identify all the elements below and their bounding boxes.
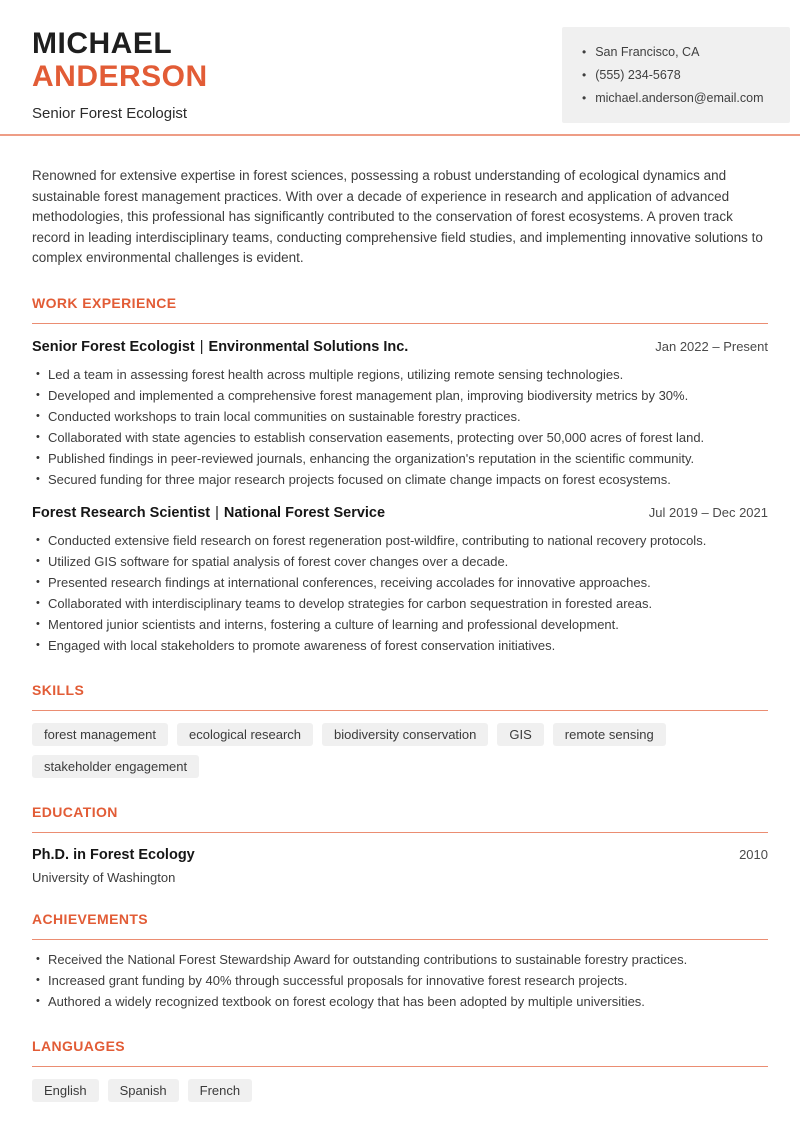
bullet-icon: • [36, 430, 40, 443]
bullet-icon: • [36, 952, 40, 965]
section-heading-languages: LANGUAGES [32, 1038, 768, 1067]
contact-phone: (555) 234-5678 [595, 68, 681, 82]
section-achievements [32, 911, 768, 1012]
achievement-text: Authored a widely recognized textbook on forest ecology that has been adopted by multiple universities. [48, 993, 645, 1009]
bullet-icon: • [582, 45, 587, 59]
job-title-line [32, 339, 408, 355]
bullet-icon: • [36, 994, 40, 1007]
job-entry [32, 339, 768, 490]
skill-tag: stakeholder engagement [32, 755, 199, 778]
skill-tag-list [32, 723, 768, 778]
job-title: Senior Forest Ecologist [32, 338, 195, 355]
section-skills [32, 682, 768, 778]
pipe-separator: | [199, 338, 204, 355]
education-degree: Ph.D. in Forest Ecology [32, 846, 195, 863]
skill-tag: ecological research [177, 723, 313, 746]
bullet-text: Led a team in assessing forest health across multiple regions, utilizing remote sensing technologies. [48, 366, 624, 382]
education-entry [32, 847, 768, 885]
bullet-text: Secured funding for three major research projects focused on climate change impacts on forest ecosystems. [48, 471, 671, 487]
contact-item-phone [582, 64, 776, 87]
bullet-icon: • [36, 596, 40, 609]
job-dates: Jan 2022 – Present [655, 338, 768, 354]
bullet-item [32, 635, 768, 656]
bullet-item [32, 469, 768, 490]
bullet-icon: • [36, 388, 40, 401]
contact-item-location [582, 41, 776, 64]
education-school: University of Washington [32, 869, 176, 885]
bullet-text: Conducted extensive field research on forest regeneration post-wildfire, contributing to national recovery protocols. [48, 532, 707, 548]
bullet-icon: • [36, 367, 40, 380]
resume-name [32, 27, 208, 93]
language-tag: French [188, 1079, 252, 1102]
achievement-item [32, 970, 768, 991]
bullet-text: Published findings in peer-reviewed journals, enhancing the organization's reputation in the scientific community. [48, 450, 695, 466]
bullet-item [32, 551, 768, 572]
header-divider [0, 134, 800, 136]
bullet-item [32, 385, 768, 406]
bullet-icon: • [36, 451, 40, 464]
name-block [32, 27, 208, 122]
job-dates: Jul 2019 – Dec 2021 [648, 504, 768, 520]
education-year: 2010 [739, 846, 768, 862]
job-bullet-list [32, 530, 768, 656]
contact-card [562, 27, 790, 123]
achievement-item [32, 949, 768, 970]
bullet-text: Developed and implemented a comprehensive forest management plan, improving biodiversity metrics by 30%. [48, 387, 689, 403]
bullet-text: Conducted workshops to train local communities on sustainable forestry practices. [48, 408, 521, 424]
achievement-list [32, 949, 768, 1012]
bullet-icon: • [36, 554, 40, 567]
bullet-item [32, 427, 768, 448]
job-bullet-list [32, 364, 768, 490]
job-header-row [32, 339, 768, 355]
bullet-item [32, 448, 768, 469]
section-heading-skills: SKILLS [32, 682, 768, 711]
bullet-item [32, 572, 768, 593]
section-heading-education: EDUCATION [32, 804, 768, 833]
job-company: National Forest Service [223, 504, 386, 521]
skill-tag: biodiversity conservation [322, 723, 488, 746]
language-tag: English [32, 1079, 99, 1102]
skill-tag: remote sensing [553, 723, 666, 746]
achievement-item [32, 991, 768, 1012]
bullet-icon: • [36, 617, 40, 630]
section-heading-work-experience: WORK EXPERIENCE [32, 295, 768, 324]
bullet-icon: • [36, 638, 40, 651]
bullet-item [32, 364, 768, 385]
bullet-text: Presented research findings at international conferences, receiving accolades for innovative approaches. [48, 574, 651, 590]
bullet-text: Collaborated with interdisciplinary teams to develop strategies for carbon sequestration in forested areas. [48, 595, 653, 611]
job-title-line [32, 505, 385, 521]
resume-header [0, 0, 800, 134]
contact-location: San Francisco, CA [595, 45, 700, 59]
contact-item-email [582, 87, 776, 110]
bullet-item [32, 614, 768, 635]
bullet-item [32, 593, 768, 614]
section-languages [32, 1038, 768, 1102]
section-education [32, 804, 768, 885]
skill-tag: forest management [32, 723, 168, 746]
language-tag-list [32, 1079, 768, 1102]
bullet-item [32, 530, 768, 551]
resume-body [0, 166, 800, 1102]
skill-tag: GIS [497, 723, 543, 746]
job-entry [32, 505, 768, 656]
achievement-text: Increased grant funding by 40% through successful proposals for innovative forest research projects. [48, 972, 628, 988]
pipe-separator: | [215, 504, 219, 521]
bullet-text: Engaged with local stakeholders to promote awareness of forest conservation initiatives. [48, 637, 556, 653]
bullet-text: Mentored junior scientists and interns, fostering a culture of learning and professional development. [48, 616, 619, 632]
bullet-icon: • [582, 91, 587, 105]
section-heading-achievements: ACHIEVEMENTS [32, 911, 768, 940]
job-title: Forest Research Scientist [32, 504, 211, 521]
job-company: Environmental Solutions Inc. [208, 338, 409, 355]
section-work-experience [32, 295, 768, 656]
achievement-text: Received the National Forest Stewardship Award for outstanding contributions to sustainable forestry practices. [48, 951, 688, 967]
name-last: ANDERSON [32, 60, 208, 93]
bullet-icon: • [582, 68, 587, 82]
bullet-icon: • [36, 409, 40, 422]
bullet-icon: • [36, 533, 40, 546]
bullet-item [32, 406, 768, 427]
job-title-subtitle: Senior Forest Ecologist [32, 105, 188, 122]
job-header-row [32, 505, 768, 521]
bullet-icon: • [36, 973, 40, 986]
contact-email: michael.anderson@email.com [595, 91, 764, 105]
bullet-text: Utilized GIS software for spatial analysis of forest cover changes over a decade. [48, 553, 509, 569]
summary-paragraph: Renowned for extensive expertise in forest sciences, possessing a robust understanding of ecological dynamics and sustainable forest management practices. With over a decade of experience in research and application of advanced methodologies, this professional has significantly contributed to the conservation of forest ecosystems. A proven track record in leading interdisciplinary teams, conducting comprehensive field studies, and implementing innovative solutions to complex environmental challenges is evident. [32, 168, 763, 265]
bullet-icon: • [36, 472, 40, 485]
education-header-row [32, 847, 768, 863]
bullet-text: Collaborated with state agencies to establish conservation easements, protecting over 50,000 acres of forest land. [48, 429, 705, 445]
language-tag: Spanish [108, 1079, 179, 1102]
bullet-icon: • [36, 575, 40, 588]
name-first: MICHAEL [32, 27, 173, 60]
